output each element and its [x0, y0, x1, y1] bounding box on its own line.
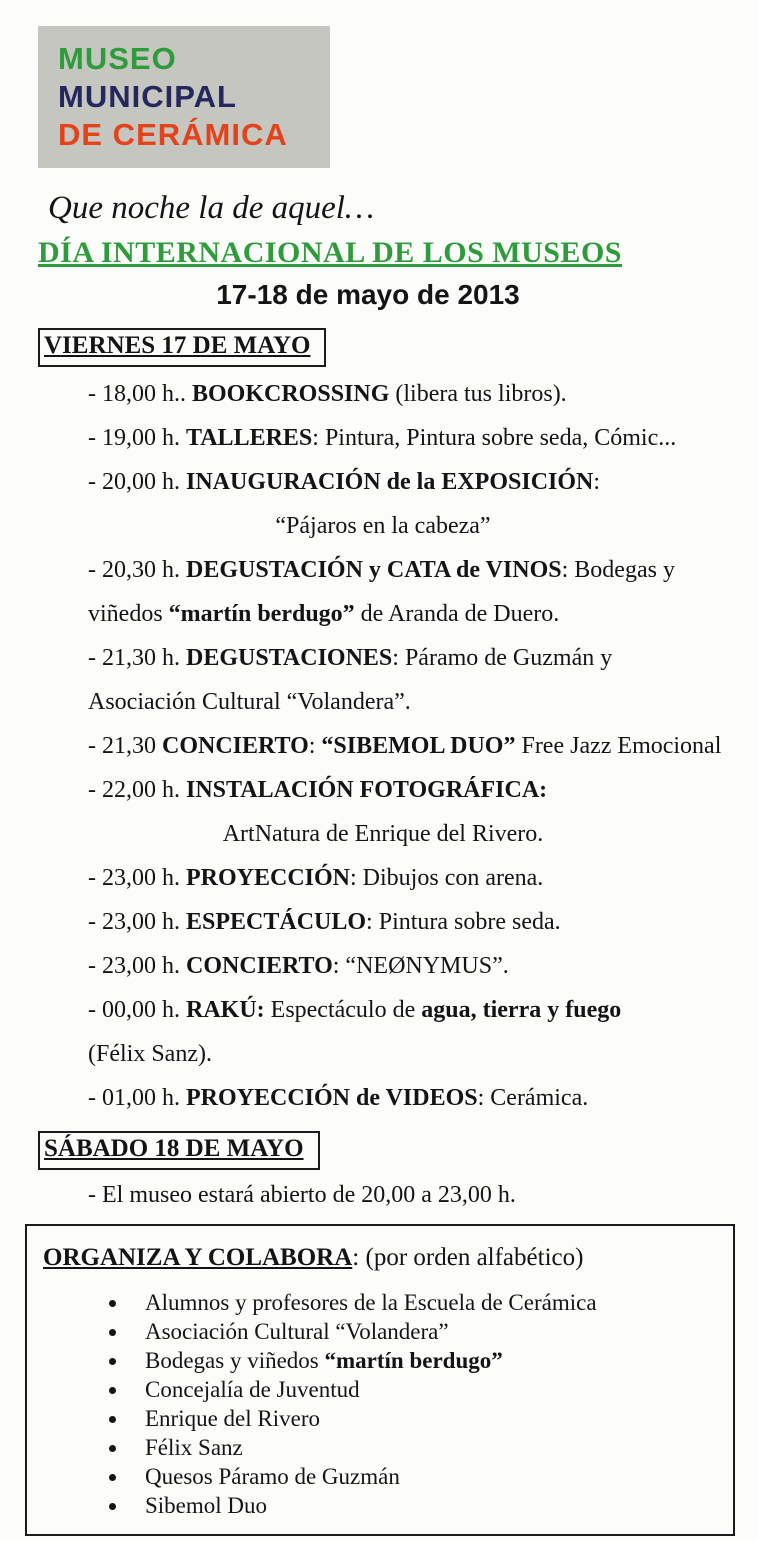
- event-text: ArtNatura de Enrique del Rivero.: [222, 821, 544, 847]
- event-line: [38, 907, 728, 937]
- organiza-item: [129, 1317, 715, 1346]
- event-text: Sibemol Duo: [145, 1493, 268, 1518]
- event-text-bold: BOOKCROSSING: [192, 381, 390, 407]
- event-text-bold: “martín berdugo”: [324, 1348, 503, 1373]
- event-text: (Félix Sanz).: [88, 1041, 212, 1067]
- event-text: Enrique del Rivero: [145, 1406, 321, 1431]
- event-text: - 20,00 h.: [88, 469, 186, 495]
- saturday-section-heading: SÁBADO 18 DE MAYO: [38, 1131, 320, 1170]
- main-title: DÍA INTERNACIONAL DE LOS MUSEOS: [38, 236, 622, 269]
- event-text: - El museo estará abierto de 20,00 a 23,00 h.: [88, 1182, 516, 1208]
- event-text-bold: DEGUSTACIÓN y CATA de VINOS: [186, 557, 562, 583]
- event-text: - 20,30 h.: [88, 557, 186, 583]
- event-text-bold: ESPECTÁCULO: [186, 909, 367, 935]
- event-line: [38, 467, 728, 497]
- event-text-bold: PROYECCIÓN de VIDEOS: [186, 1085, 478, 1111]
- event-line: [38, 1039, 728, 1069]
- organiza-box: [25, 1224, 735, 1536]
- event-text-bold: INSTALACIÓN FOTOGRÁFICA:: [186, 777, 548, 803]
- saturday-events: [38, 1180, 728, 1210]
- event-line: [38, 951, 728, 981]
- event-line: [38, 687, 728, 717]
- event-text: - 19,00 h.: [88, 425, 186, 451]
- event-text: : Pintura sobre seda.: [366, 909, 561, 935]
- event-text: Espectáculo de: [264, 997, 422, 1023]
- friday-section-heading: VIERNES 17 DE MAYO: [38, 328, 326, 367]
- event-text: :: [593, 469, 601, 495]
- event-text: de Aranda de Duero.: [354, 601, 560, 627]
- organiza-list: [43, 1288, 715, 1520]
- event-line: [38, 1180, 728, 1210]
- event-text-bold: PROYECCIÓN: [186, 865, 351, 891]
- event-dates: 17-18 de mayo de 2013: [216, 279, 520, 310]
- friday-events: [38, 379, 728, 1113]
- organiza-heading: [43, 1242, 715, 1274]
- event-text: - 23,00 h.: [88, 865, 186, 891]
- event-text-bold: CONCIERTO: [186, 953, 333, 979]
- event-text: viñedos: [88, 601, 169, 627]
- event-text: : Bodegas y: [561, 557, 675, 583]
- event-line: [38, 599, 728, 629]
- event-line: [38, 731, 728, 761]
- event-text-bold: TALLERES: [186, 425, 313, 451]
- event-text: : “NEØNYMUS”.: [332, 953, 509, 979]
- logo-line-de-ceramica: DE CERÁMICA: [58, 117, 288, 152]
- event-text: - 23,00 h.: [88, 909, 186, 935]
- event-line: [38, 379, 728, 409]
- organiza-item: [129, 1288, 715, 1317]
- event-text-bold: RAKÚ:: [186, 997, 265, 1023]
- event-text: :: [308, 733, 322, 759]
- event-line: [38, 819, 728, 849]
- event-text: “Pájaros en la cabeza”: [275, 513, 491, 539]
- organiza-item: [129, 1346, 715, 1375]
- event-line: [38, 511, 728, 541]
- logo-line-museo: MUSEO: [58, 41, 177, 76]
- event-line: [38, 643, 728, 673]
- event-text: Free Jazz Emocional: [515, 733, 722, 759]
- event-text: - 21,30 h.: [88, 645, 186, 671]
- logo-line-municipal: MUNICIPAL: [58, 79, 237, 114]
- organiza-item: [129, 1375, 715, 1404]
- event-text: Asociación Cultural “Volandera”: [145, 1319, 449, 1344]
- event-text: Quesos Páramo de Guzmán: [145, 1464, 400, 1489]
- event-line: [38, 1083, 728, 1113]
- event-text: : Cerámica.: [477, 1085, 589, 1111]
- event-text: Asociación Cultural “Volandera”.: [88, 689, 411, 715]
- event-text: - 21,30: [88, 733, 162, 759]
- event-text-bold: CONCIERTO: [162, 733, 309, 759]
- museum-logo: [38, 26, 330, 168]
- event-text: - 18,00 h..: [88, 381, 192, 407]
- event-text: Bodegas y viñedos: [145, 1348, 325, 1373]
- event-text-bold: agua, tierra y fuego: [421, 997, 622, 1023]
- event-text: - 23,00 h.: [88, 953, 186, 979]
- event-text: - 22,00 h.: [88, 777, 186, 803]
- event-text: - 00,00 h.: [88, 997, 186, 1023]
- event-line: [38, 995, 728, 1025]
- event-text-bold: INAUGURACIÓN de la EXPOSICIÓN: [186, 469, 594, 495]
- event-text: : Dibujos con arena.: [350, 865, 544, 891]
- organiza-title: ORGANIZA Y COLABORA: [43, 1244, 353, 1271]
- organiza-item: [129, 1404, 715, 1433]
- event-text-bold: “martín berdugo”: [168, 601, 355, 627]
- event-text: : Pintura, Pintura sobre seda, Cómic...: [312, 425, 677, 451]
- event-line: [38, 423, 728, 453]
- handwritten-tagline: Que noche la de aquel…: [48, 190, 375, 226]
- event-text-bold: DEGUSTACIONES: [186, 645, 393, 671]
- event-text: Concejalía de Juventud: [145, 1377, 360, 1402]
- organiza-subtitle: : (por orden alfabético): [352, 1244, 584, 1271]
- event-text: Félix Sanz: [145, 1435, 243, 1460]
- event-text: - 01,00 h.: [88, 1085, 186, 1111]
- organiza-item: [129, 1491, 715, 1520]
- event-text: : Páramo de Guzmán y: [392, 645, 613, 671]
- event-text: Alumnos y profesores de la Escuela de Cerámica: [145, 1290, 597, 1315]
- organiza-item: [129, 1433, 715, 1462]
- event-text-bold: “SIBEMOL DUO”: [321, 733, 516, 759]
- event-line: [38, 555, 728, 585]
- organiza-item: [129, 1462, 715, 1491]
- event-line: [38, 863, 728, 893]
- event-text: (libera tus libros).: [389, 381, 567, 407]
- event-line: [38, 775, 728, 805]
